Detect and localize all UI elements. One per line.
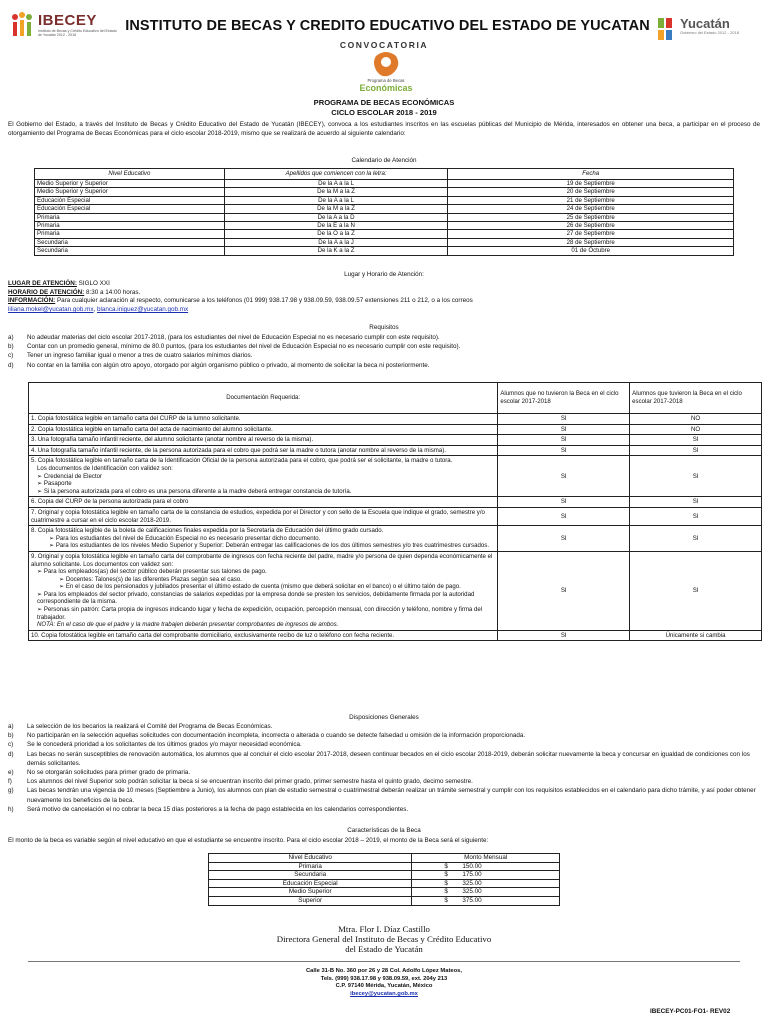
doc-bullet: ➢ Para los empleados del sector privado, constancias de salarios expedidas por la empresa donde se presten los servicios, debidamente firmada por la autoridad correspondiente de la misma. [37,590,475,606]
email-link-blanca[interactable]: blanca.iniguez@yucatan.gob.mx [97,306,189,313]
info-line [8,297,760,306]
footer-email-link[interactable]: ibecey@yucatan.gob.mx [350,990,418,997]
requisitos-list [8,333,760,370]
program-logo-line2: Económicas [359,83,413,93]
item-letter: d) [8,361,14,369]
doc-text: 8. Copia fotostática legible de la boleta de calificaciones finales expedida por la Secretaría de Educación del último grado cursado. [31,527,384,535]
calendar-title: Calendario de Atención [351,157,417,164]
emails-line: liliana.mokel@yucatan.gob.mx, blanca.iniguez@yucatan.gob.mx [8,306,189,313]
amount-currency: $ [444,879,448,887]
amount-value: 150.00 [462,862,482,870]
amount-cell [412,871,560,880]
footer-divider [28,961,740,962]
doc-bullet: ➢ Para los estudiantes del nivel de Educación Especial no es necesario presentar dicho documento. [49,534,321,542]
item-text: No adeudar materias del ciclo escolar 2017-2018, (para los estudiantes del nivel de Educación Especial no es necesario cumplir con este requisito). [27,334,440,341]
calendar-date: 01 de Octubre [448,247,734,255]
program-title: PROGRAMA DE BECAS ECONÓMICAS [313,98,455,107]
amount-currency: $ [444,871,448,879]
amount-value: 375.00 [462,896,482,904]
table-row [209,888,560,897]
hours-label: HORARIO DE ATENCIÓN: [8,288,85,296]
place-value: SIGLO XXI [76,280,110,287]
doc-sub-bullet: ➢ En el caso de los pensionados y jubilados presentar el último estado de cuenta (mismo que deberá solicitar en el banco) o el último talón de pago. [59,583,461,591]
calendar-letters: De la A a la L [224,196,448,204]
document-code: IBECEY-PC01-FO1- REV02 [650,1008,731,1015]
item-letter: h) [8,805,14,813]
calendar-date: 21 de Septiembre [448,196,734,204]
program-logo-icon [372,50,400,78]
calendar-letters: De la A a la J [224,238,448,246]
amount-value: 325.00 [462,888,482,896]
doc-new: SI [498,445,630,456]
amounts-header-row [209,854,560,863]
doc-text: 9. Original y copia fotostática legible en tamaño carta del comprobante de ingresos con fecha reciente del padre, madre y/o persona de quien dependa económicamente el alumno solicitante. Los documentos con validez son: [31,552,493,568]
calendar-table [34,168,734,256]
place-label: LUGAR DE ATENCIÓN: [8,280,77,287]
item-letter: b) [8,343,14,351]
ibecey-logo [10,12,120,52]
table-row [29,435,762,446]
calendar-letters: De la A a la L [224,180,448,188]
list-item [8,786,760,804]
amount-level: Educación Especial [209,879,412,888]
table-row [29,551,762,630]
calendar-level: Medio Superior y Superior [35,180,225,188]
calendar-date: 19 de Septiembre [448,180,734,188]
calendar-date: 28 de Septiembre [448,238,734,246]
signer-role: Directora General del Instituto de Becas y Crédito Educativo [276,934,492,944]
signer-name: Mtra. Flor I. Díaz Castillo [338,924,430,934]
org-short-subtitle: Instituto de Becas y Crédito Educativo del Estado de Yucatán 2012 - 2018 [38,29,117,38]
amount-currency: $ [444,896,448,904]
table-row [29,497,762,508]
caracteristicas-text: El monto de la beca es variable según el nivel educativo en que el estudiante se encuentre inscrito. Para el ciclo escolar 2018 – 2019, el monto de la Beca será el siguiente: [8,837,489,844]
place-line [8,280,110,289]
doc-text: 10. Copia fotostática legible en tamaño carta del comprobante domiciliario, exclusivamente recibo de luz o teléfono con fecha reciente. [29,630,498,641]
doc-old: SI [630,456,762,497]
table-row [35,213,734,221]
item-text: No participarán en la selección aquellas solicitudes con documentación incompleta, incorrecta o alterada o cuando se detecte falsedad u omisión de la información proporcionada. [27,732,526,740]
documents-table [28,382,762,641]
doc-old: SI [630,551,762,630]
amount-currency: $ [444,888,448,896]
doc-subtext: Los documentos de Identificación con validez son: [37,464,173,472]
calendar-letters: De la A a la D [224,213,448,221]
state-logo-subtitle: Gobierno del Estado 2012 - 2018 [680,30,739,35]
doc-text: 1. Copia fotostática legible en tamaño carta del CURP de la lumno solicitante. [29,414,498,425]
item-letter: a) [8,723,14,730]
item-letter: f) [8,778,12,786]
item-text: Será motivo de cancelación el no cobrar la beca 15 días posteriores a la fecha de pago establecida en los calendarios correspondientes. [27,805,409,813]
caracteristicas-title: Características de la Beca [347,827,421,834]
table-row [29,414,762,425]
doc-old: SI [630,435,762,446]
item-text: No contar en la familia con algún otro apoyo, otorgado por algún organismo público o privado, al momento de solicitar la beca ni posteriormente. [27,361,430,369]
doc-old: SI [630,445,762,456]
calendar-letters: De la O a la Z [224,230,448,238]
calendar-date: 24 de Septiembre [448,205,734,213]
list-item [8,777,760,786]
doc-text: 3. Una fotografía tamaño infantil reciente, del alumno solicitante (anotar nombre al reverso de la misma). [29,435,498,446]
amount-cell [412,888,560,897]
email-link-liliana[interactable]: liliana.mokel@yucatan.gob.mx [8,306,94,313]
item-text: La selección de los becarios la realizará el Comité del Programa de Becas Económicas. [27,723,273,730]
table-row [35,222,734,230]
table-row [209,871,560,880]
calendar-date: 20 de Septiembre [448,188,734,196]
amount-cell [412,896,560,905]
doc-new: SI [498,424,630,435]
amount-level: Medio Superior [209,888,412,897]
item-letter: c) [8,352,14,360]
item-text: Tener un ingreso familiar igual o menor a tres de cuatro salarios mínimos diarios. [27,352,253,360]
table-row [29,424,762,435]
table-row [35,180,734,188]
amount-currency: $ [444,862,448,870]
calendar-date: 25 de Septiembre [448,213,734,221]
table-row [29,526,762,552]
signer-role-line2: del Estado de Yucatán [345,944,423,954]
doc-new: SI [498,551,630,630]
ibecey-mark-icon [10,12,34,38]
documents-header-doc: Documentación Requerida: [29,383,498,414]
footer-address [0,968,768,998]
doc-cell-9 [29,551,498,630]
table-row [29,456,762,497]
calendar-header-letters: Apellidos que comiencen con la letra: [224,169,448,180]
generales-title: Disposiciones Generales [349,714,419,721]
list-item [8,342,760,351]
table-row [35,230,734,238]
list-item [8,768,760,777]
doc-text: 2. Copia fotostática legible en tamaño carta del acta de nacimiento del alumno solicitante. [29,424,498,435]
doc-old: NO [630,414,762,425]
calendar-header-row [35,169,734,180]
item-letter: g) [8,787,14,795]
calendar-level: Secundaria [35,238,225,246]
table-row [209,862,560,871]
list-item [8,361,760,370]
item-letter: e) [8,769,14,777]
program-logo [354,50,418,94]
documents-header-row [29,383,762,414]
hours-value: 8:30 a 14:00 horas. [84,288,141,296]
org-short-name: IBECEY [38,12,97,29]
doc-new: SI [498,507,630,525]
item-letter: a) [8,334,14,341]
program-logo-line1: Programa de Becas [367,78,405,83]
list-item [8,731,760,740]
item-letter: c) [8,741,14,749]
doc-new: SI [498,456,630,497]
table-row [209,896,560,905]
list-item [8,750,760,768]
amounts-header-amount: Monto Mensual [412,854,560,863]
calendar-level: Medio Superior y Superior [35,188,225,196]
lugar-title: Lugar y Horario de Atención: [344,271,424,278]
documents-header-new: Alumnos que no tuvieron la Beca en el ciclo escolar 2017-2018 [498,383,630,414]
item-text: Los alumnos del nivel Superior solo podrán solicitar la beca si se encuentran inscrito del primer grado, primer semestre hasta el quinto grado, decimo semestre. [27,778,473,786]
list-item [8,805,760,814]
doc-sub-bullet: ➢ Docentes: Talones(s) de las diferentes Plazas según sea el caso. [59,575,242,583]
doc-old: SI [630,507,762,525]
item-letter: d) [8,750,14,758]
yucatan-logo [656,16,756,50]
calendar-header-date: Fecha [448,169,734,180]
requisitos-title: Requisitos [369,324,399,331]
amount-level: Primaria [209,862,412,871]
table-row [29,445,762,456]
list-item [8,333,760,342]
table-row [29,630,762,641]
table-row [209,879,560,888]
item-letter: b) [8,732,14,740]
table-row [35,188,734,196]
table-row [35,196,734,204]
doc-text: 5. Copia fotostática legible en tamaño carta de la Identificación Oficial de la persona autorizada para el cobro, que podrá ser el solicitante, la madre o tutora. [31,457,453,465]
list-item [8,722,760,731]
footer-line2: Tels. (999) 938.17.98 y 938.09.59, ext. 204y 213 [320,975,448,982]
calendar-letters: De la M a la Z [224,205,448,213]
calendar-level: Educación Especial [35,196,225,204]
info-value: Para cualquier aclaración al respecto, comunicarse a los teléfonos (01 999) 938.17.98 y 938.09.59, 938.09.57 extensiones 211 o 212, o a los correos [55,297,473,304]
calendar-date: 26 de Septiembre [448,222,734,230]
doc-old: Únicamente si cambia [630,630,762,641]
doc-new: SI [498,630,630,641]
item-text: Contar con un promedio general, mínimo de 80.0 puntos, (para los estudiantes del nivel de Educación Especial no es necesario cumplir con este requisito). [27,343,461,351]
amount-level: Secundaria [209,871,412,880]
doc-old: SI [630,526,762,552]
item-text: Las becas no serán susceptibles de renovación automática, los alumnos que al concluir el ciclo escolar 2017-2018, deseen continuar becados en el ciclo escolar 2018-2019, deberán solicitar nuevamente la beca y concursar en igualdad de condiciones con los demás solicitantes. [27,750,750,767]
amount-value: 175.00 [462,871,482,879]
cycle-title: CICLO ESCOLAR 2018 - 2019 [331,108,437,117]
item-text: Se le concederá prioridad a los solicitantes de los últimos grados y/o mayor necesidad económica. [27,741,302,749]
doc-bullet: ➢ Para los empleados(as) del sector público deberán presentar sus talones de pago. [37,568,267,576]
generales-list [8,722,760,814]
amount-level: Superior [209,896,412,905]
documents-header-old: Alumnos que tuvieron la Beca en el ciclo escolar 2017-2018 [630,383,762,414]
amount-cell [412,879,560,888]
calendar-header-level: Nivel Educativo [35,169,225,180]
intro-paragraph: El Gobierno del Estado, a través del Instituto de Becas y Crédito Educativo del Estado de Yucatán (IBECEY), convoca a los estudiantes inscritos en las escuelas públicas del Municipio de Mérida, interesados en obtener una beca, a participar en el proceso de otorgamiento del Programa de Becas Económicas para el ciclo escolar 2018-2019, mismo que se realizará de acuerdo al siguiente calendario: [8,121,760,137]
amounts-table [208,853,560,906]
amounts-header-level: Nivel Educativo [209,854,412,863]
state-logo-name: Yucatán [680,16,730,31]
doc-bullet: ➢ Para los estudiantes de los niveles Medio Superior y Superior: Deberán entregar las calificaciones de los dos últimos semestres y/o tres cuatrimestres cursados. [49,542,490,550]
doc-new: SI [498,497,630,508]
table-row [35,205,734,213]
table-row [35,247,734,255]
doc-new: SI [498,414,630,425]
calendar-letters: De la K a la Z [224,247,448,255]
doc-bullet: ➢ Personas sin patrón: Carta propia de ingresos indicando lugar y fecha de expedición, ocupación, percepción mensual, con dirección y teléfono, nombre y firma del trabajador. [37,606,483,621]
doc-text: 6. Copia del CURP de la persona autorizada para el cobro [29,497,498,508]
info-label: INFORMACIÓN: [8,297,56,304]
doc-text: 7. Original y copia fotostática legible en tamaño carta de la constancia de estudios, expedida por el Director y con sello de la Escuela que indique el grado, semestre y/o cuatrimestre a cursar en el ciclo escolar 2018-2019. [29,507,498,525]
amount-value: 325.00 [462,879,482,887]
item-text: No se otorgarán solicitudes para primer grado de primaria. [27,769,191,777]
doc-text: 4. Una fotografía tamaño infantil reciente, de la persona autorizada para el cobro que podrá ser la madre o tutora (anotar nombre al reverso de la misma). [29,445,498,456]
table-row [35,238,734,246]
doc-note: NOTA: En el caso de que el padre y la madre trabajen deberán presentar comprobantes de ingresos de ambos. [37,621,339,629]
hours-line [8,289,140,298]
item-text: Las becas tendrán una vigencia de 10 meses (Septiembre a Junio), los alumnos con plan de estudio semestral o cuatrimestral deberán realizar un trámite semestral y cumplir con los requisitos establecidos en el calendario para dicho trámite, y así poder obtener nuevamente los beneficios de la beca. [27,787,756,804]
calendar-level: Primaria [35,222,225,230]
doc-cell-8 [29,526,498,552]
calendar-level: Primaria [35,230,225,238]
doc-old: SI [630,497,762,508]
doc-old: NO [630,424,762,435]
footer-line3: C.P. 97140 Mérida, Yucatán, México [335,983,433,990]
doc-new: SI [498,435,630,446]
doc-new: SI [498,526,630,552]
footer-line1: Calle 31-B No. 360 por 26 y 28 Col. Adolfo López Mateos, [305,968,462,974]
institute-title: INSTITUTO DE BECAS Y CREDITO EDUCATIVO DEL ESTADO DE YUCATAN [125,18,650,34]
calendar-level: Primaria [35,213,225,221]
table-row [29,507,762,525]
calendar-date: 27 de Septiembre [448,230,734,238]
amount-cell [412,862,560,871]
list-item [8,740,760,749]
doc-bullet: ➢ Si la persona autorizada para el cobro es una persona diferente a la madre deberá entregar constancia de tutoría. [37,487,352,495]
calendar-level: Educación Especial [35,205,225,213]
calendar-letters: De la M a la Z [224,188,448,196]
list-item [8,351,760,360]
calendar-letters: De la E a la N [224,222,448,230]
convocatoria-heading: CONVOCATORIA [339,40,429,50]
doc-bullet: ➢ Pasaporte [37,480,72,488]
calendar-level: Secundaria [35,247,225,255]
doc-cell-5 [29,456,498,497]
doc-bullet: ➢ Credencial de Elector [37,472,103,480]
yucatan-mark-icon [656,16,676,42]
